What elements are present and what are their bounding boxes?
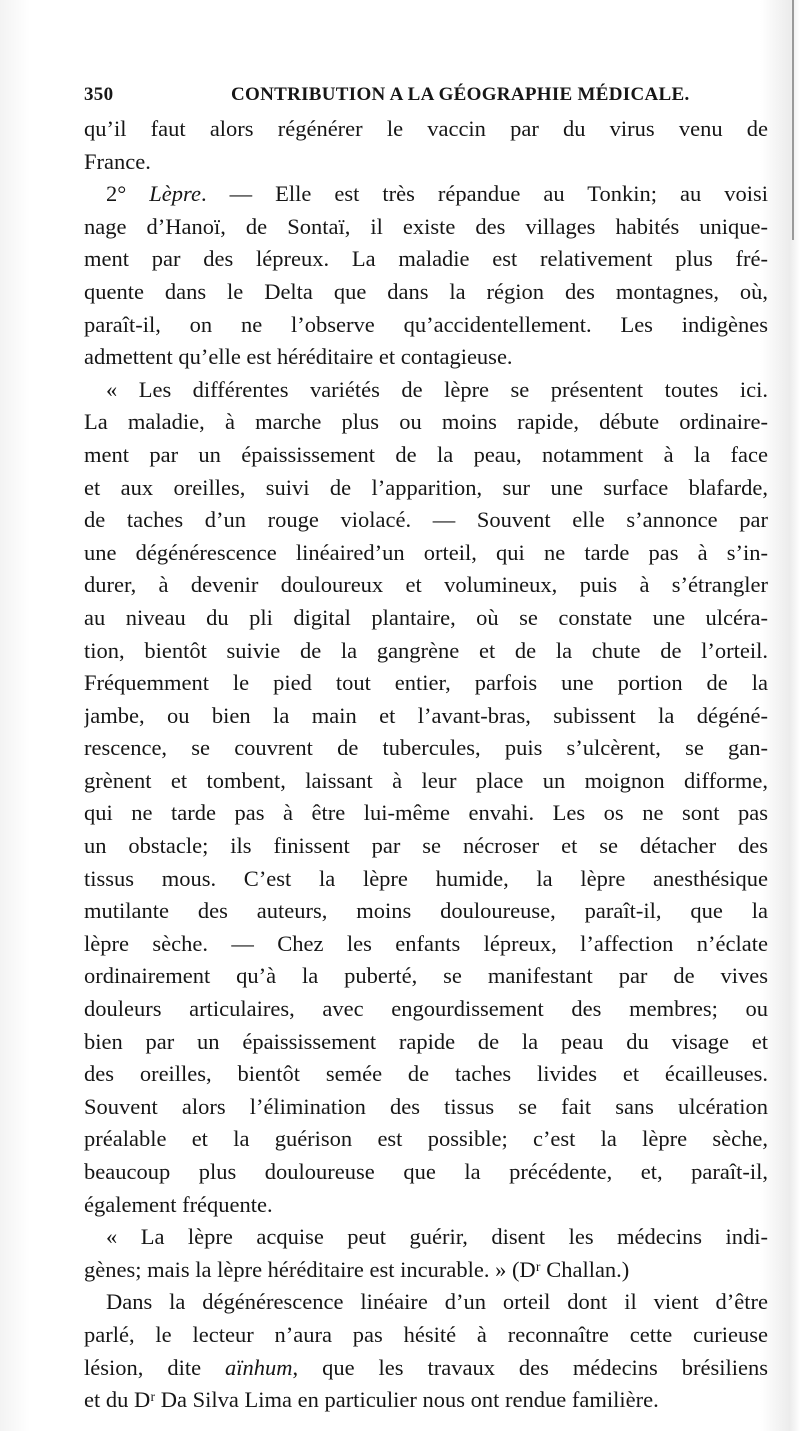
text-line: lèpre sèche. — Chez les enfants lépreux, l’affection n’éclate	[84, 930, 768, 956]
page-header	[84, 84, 768, 114]
text-line: préalable et la guérison est possible; c’est la lèpre sèche,	[84, 1126, 768, 1152]
text-line: un obstacle; ils finissent par se nécroser et se détacher des	[84, 833, 768, 859]
text-line: France.	[84, 148, 151, 174]
text-line: qui ne tarde pas à être lui-même envahi. Les os ne sont pas	[84, 800, 768, 826]
page-edge-shadow	[792, 0, 794, 240]
text-line: douleurs articulaires, avec engourdissement des membres; ou	[84, 996, 768, 1022]
text-line: ment par un épaississement de la peau, notamment à la face	[84, 441, 768, 467]
text-line: tion, bientôt suivie de la gangrène et de la chute de l’orteil.	[84, 637, 768, 663]
text-line: nage d’Hanoï, de Sontaï, il existe des villages habités unique-	[84, 213, 768, 239]
text-line: également fréquente.	[84, 1191, 273, 1217]
body-text	[84, 113, 768, 1417]
text-line: « Les différentes variétés de lèpre se présentent toutes ici.	[106, 376, 768, 402]
text-line: bien par un épaississement rapide de la peau du visage et	[84, 1028, 768, 1054]
text-line: tissus mous. C’est la lèpre humide, la lèpre anesthésique	[84, 865, 768, 891]
text-line: qu’il faut alors régénérer le vaccin par du virus venu de	[84, 116, 768, 141]
text-line: des oreilles, bientôt semée de taches livides et écailleuses.	[84, 1061, 768, 1087]
text-line: Fréquemment le pied tout entier, parfois une portion de la	[84, 670, 768, 696]
text-line: une dégénérescence linéaired’un orteil, qui ne tarde pas à s’in-	[84, 539, 768, 565]
text-line: parlé, le lecteur n’aura pas hésité à reconnaître cette curieuse	[84, 1321, 768, 1347]
text-line: rescence, se couvrent de tubercules, puis s’ulcèrent, se gan-	[84, 735, 768, 761]
text-line: et du Dʳ Da Silva Lima en particulier nous ont rendue familière.	[84, 1387, 659, 1413]
text-line: ment par des lépreux. La maladie est relativement plus fré-	[84, 246, 768, 272]
text-line: gènes; mais la lèpre héréditaire est incurable. » (Dʳ Challan.)	[84, 1256, 630, 1282]
text-line: Souvent alors l’élimination des tissus se fait sans ulcération	[84, 1093, 768, 1119]
text-line: et aux oreilles, suivi de l’apparition, sur une surface blafarde,	[84, 474, 768, 500]
text-line: La maladie, à marche plus ou moins rapide, débute ordinaire-	[84, 409, 768, 435]
running-title: CONTRIBUTION A LA GÉOGRAPHIE MÉDICALE.	[231, 84, 690, 105]
text-line: « La lèpre acquise peut guérir, disent les médecins indi-	[106, 1224, 768, 1250]
text-line: grènent et tombent, laissant à leur place un moignon difforme,	[84, 767, 768, 793]
text-line: admettent qu’elle est héréditaire et contagieuse.	[84, 344, 513, 370]
text-line: au niveau du pli digital plantaire, où se constate une ulcéra-	[84, 604, 768, 630]
text-line: Dans la dégénérescence linéaire d’un orteil dont il vient d’être	[106, 1289, 768, 1315]
page-number: 350	[84, 84, 114, 105]
text-line: jambe, ou bien la main et l’avant-bras, subissent la dégéné-	[84, 702, 768, 728]
text-line: 2° Lèpre. — Elle est très répandue au Tonkin; au voisi	[106, 181, 768, 207]
text-line: durer, à devenir douloureux et volumineux, puis à s’étrangler	[84, 572, 768, 598]
text-line: ordinairement qu’à la puberté, se manifestant par de vives	[84, 963, 768, 989]
text-line: paraît-il, on ne l’observe qu’accidentellement. Les indigènes	[84, 311, 768, 337]
text-line: beaucoup plus douloureuse que la précédente, et, paraît-il,	[84, 1159, 768, 1184]
text-line: quente dans le Delta que dans la région des montagnes, où,	[84, 278, 768, 304]
text-line: de taches d’un rouge violacé. — Souvent elle s’annonce par	[84, 507, 768, 533]
text-line: mutilante des auteurs, moins douloureuse, paraît-il, que la	[84, 898, 768, 924]
text-line: lésion, dite aïnhum, que les travaux des médecins brésiliens	[84, 1354, 768, 1380]
